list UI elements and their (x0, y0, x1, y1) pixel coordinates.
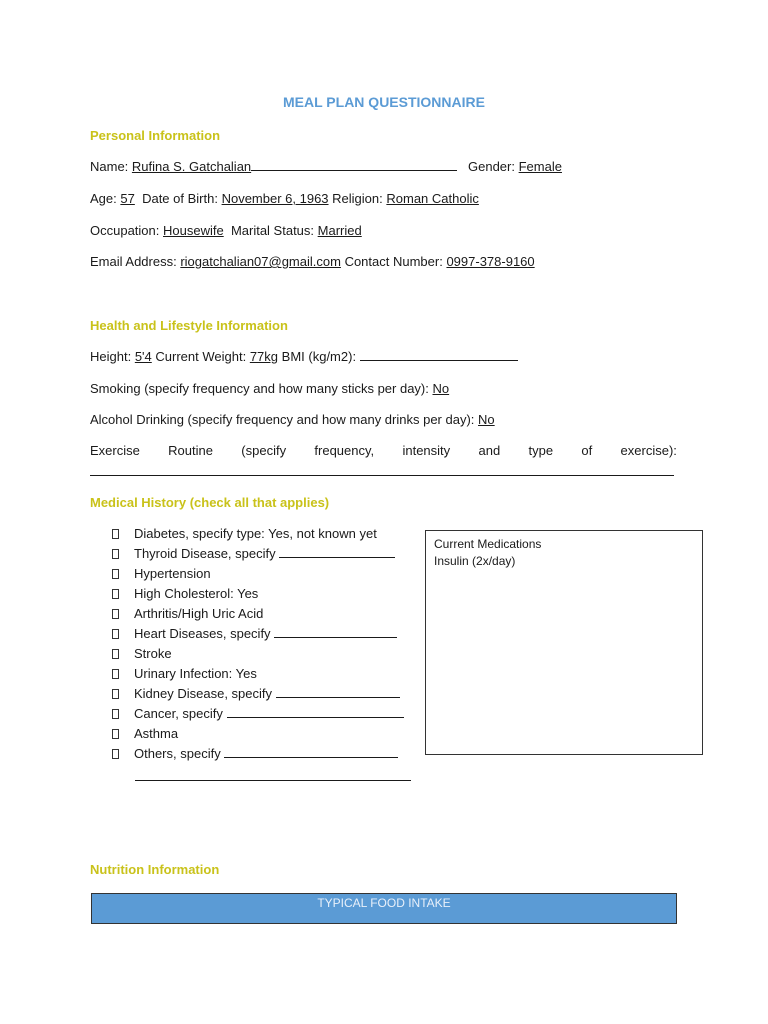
check-item-cancer[interactable] (112, 706, 404, 726)
health-info-heading: Health and Lifestyle Information (90, 318, 288, 333)
exercise-word: frequency, (314, 443, 375, 458)
occupation-value[interactable]: Housewife (163, 223, 224, 238)
alcohol-value[interactable]: No (478, 412, 495, 427)
bmi-label: BMI (kg/m2): (281, 349, 357, 364)
check-item-arthritis[interactable] (112, 606, 404, 626)
name-blank (251, 159, 457, 171)
check-item-label: Arthritis/High Uric Acid (134, 606, 264, 621)
weight-value[interactable]: 77kg (249, 349, 279, 364)
checkbox-icon[interactable] (112, 529, 119, 539)
contact-label: Contact Number: (344, 254, 443, 269)
check-item-label: Cancer, specify (134, 706, 223, 721)
exercise-line (90, 443, 677, 458)
marital-label: Marital Status: (230, 223, 315, 238)
checkbox-icon[interactable] (112, 749, 119, 759)
email-value[interactable]: riogatchalian07@gmail.com (180, 254, 341, 269)
gender-value[interactable]: Female (518, 159, 562, 174)
checkbox-icon[interactable] (112, 569, 119, 579)
name-line (90, 159, 562, 174)
occupation-label: Occupation: (90, 223, 160, 238)
occupation-line (90, 223, 362, 238)
medical-history-heading: Medical History (check all that applies) (90, 495, 330, 510)
checkbox-icon[interactable] (112, 589, 119, 599)
age-line (90, 191, 479, 206)
nutrition-info-heading: Nutrition Information (90, 862, 220, 877)
check-item-label: Thyroid Disease, specify (134, 546, 276, 561)
email-line (90, 254, 535, 269)
check-item-label: Stroke (134, 646, 172, 661)
exercise-word: Exercise (90, 443, 140, 458)
marital-value[interactable]: Married (317, 223, 362, 238)
check-item-thyroid[interactable] (112, 546, 404, 566)
exercise-word: Routine (168, 443, 213, 458)
page-title: MEAL PLAN QUESTIONNAIRE (283, 94, 485, 110)
exercise-word: type (528, 443, 554, 458)
exercise-word: (specify (241, 443, 287, 458)
exercise-word: exercise): (620, 443, 677, 458)
contact-value[interactable]: 0997-378-9160 (446, 254, 535, 269)
specify-blank[interactable] (227, 706, 404, 718)
check-item-label: Urinary Infection: Yes (134, 666, 257, 681)
height-line (90, 349, 518, 364)
gender-label: Gender: (468, 159, 515, 174)
alcohol-label: Alcohol Drinking (specify frequency and how many drinks per day): (90, 412, 475, 427)
age-label: Age: (90, 191, 117, 206)
check-item-label: Kidney Disease, specify (134, 686, 273, 701)
exercise-word: of (581, 443, 593, 458)
specify-blank[interactable] (274, 626, 397, 638)
smoking-value[interactable]: No (432, 381, 450, 396)
alcohol-line (90, 412, 495, 427)
medications-title: Current Medications (434, 537, 542, 551)
medications-value[interactable]: Insulin (2x/day) (434, 554, 516, 568)
height-label: Height: (90, 349, 132, 364)
smoking-label: Smoking (specify frequency and how many sticks per day): (90, 381, 429, 396)
dob-value[interactable]: November 6, 1963 (221, 191, 329, 206)
check-item-hypertension[interactable] (112, 566, 404, 586)
bmi-blank[interactable] (360, 349, 518, 361)
name-value[interactable]: Rufina S. Gatchalian (131, 159, 252, 174)
check-item-kidney[interactable] (112, 686, 404, 706)
checkbox-icon[interactable] (112, 549, 119, 559)
checkbox-icon[interactable] (112, 629, 119, 639)
check-item-diabetes[interactable] (112, 526, 404, 546)
check-item-asthma[interactable] (112, 726, 404, 746)
check-item-label: Heart Diseases, specify (134, 626, 271, 641)
check-item-label: Asthma (134, 726, 179, 741)
exercise-blank[interactable] (90, 475, 674, 476)
checkbox-icon[interactable] (112, 649, 119, 659)
check-item-label: Hypertension (134, 566, 211, 581)
email-label: Email Address: (90, 254, 177, 269)
food-intake-table-header: TYPICAL FOOD INTAKE (91, 893, 677, 924)
checkbox-icon[interactable] (112, 709, 119, 719)
others-extra-blank[interactable] (135, 780, 411, 781)
exercise-word: and (478, 443, 501, 458)
check-item-others[interactable] (112, 746, 404, 766)
name-label: Name: (90, 159, 129, 174)
checkbox-icon[interactable] (112, 669, 119, 679)
checkbox-icon[interactable] (112, 689, 119, 699)
personal-info-heading: Personal Information (90, 128, 221, 143)
checkbox-icon[interactable] (112, 609, 119, 619)
medical-checklist (112, 526, 404, 766)
checkbox-icon[interactable] (112, 729, 119, 739)
check-item-heart[interactable] (112, 626, 404, 646)
dob-label: Date of Birth: (142, 191, 218, 206)
specify-blank[interactable] (276, 686, 400, 698)
exercise-word: intensity (402, 443, 451, 458)
age-value[interactable]: 57 (120, 191, 135, 206)
check-item-label: Others, specify (134, 746, 221, 761)
specify-blank[interactable] (279, 546, 395, 558)
specify-blank[interactable] (224, 746, 398, 758)
religion-label: Religion: (332, 191, 383, 206)
check-item-urinary[interactable] (112, 666, 404, 686)
check-item-cholesterol[interactable] (112, 586, 404, 606)
current-medications-box[interactable] (425, 530, 703, 755)
religion-value[interactable]: Roman Catholic (386, 191, 479, 206)
weight-label: Current Weight: (155, 349, 247, 364)
check-item-stroke[interactable] (112, 646, 404, 666)
check-item-label: Diabetes, specify type: Yes, not known yet (134, 526, 377, 541)
check-item-label: High Cholesterol: Yes (134, 586, 259, 601)
height-value[interactable]: 5'4 (134, 349, 152, 364)
smoking-line (90, 381, 449, 396)
